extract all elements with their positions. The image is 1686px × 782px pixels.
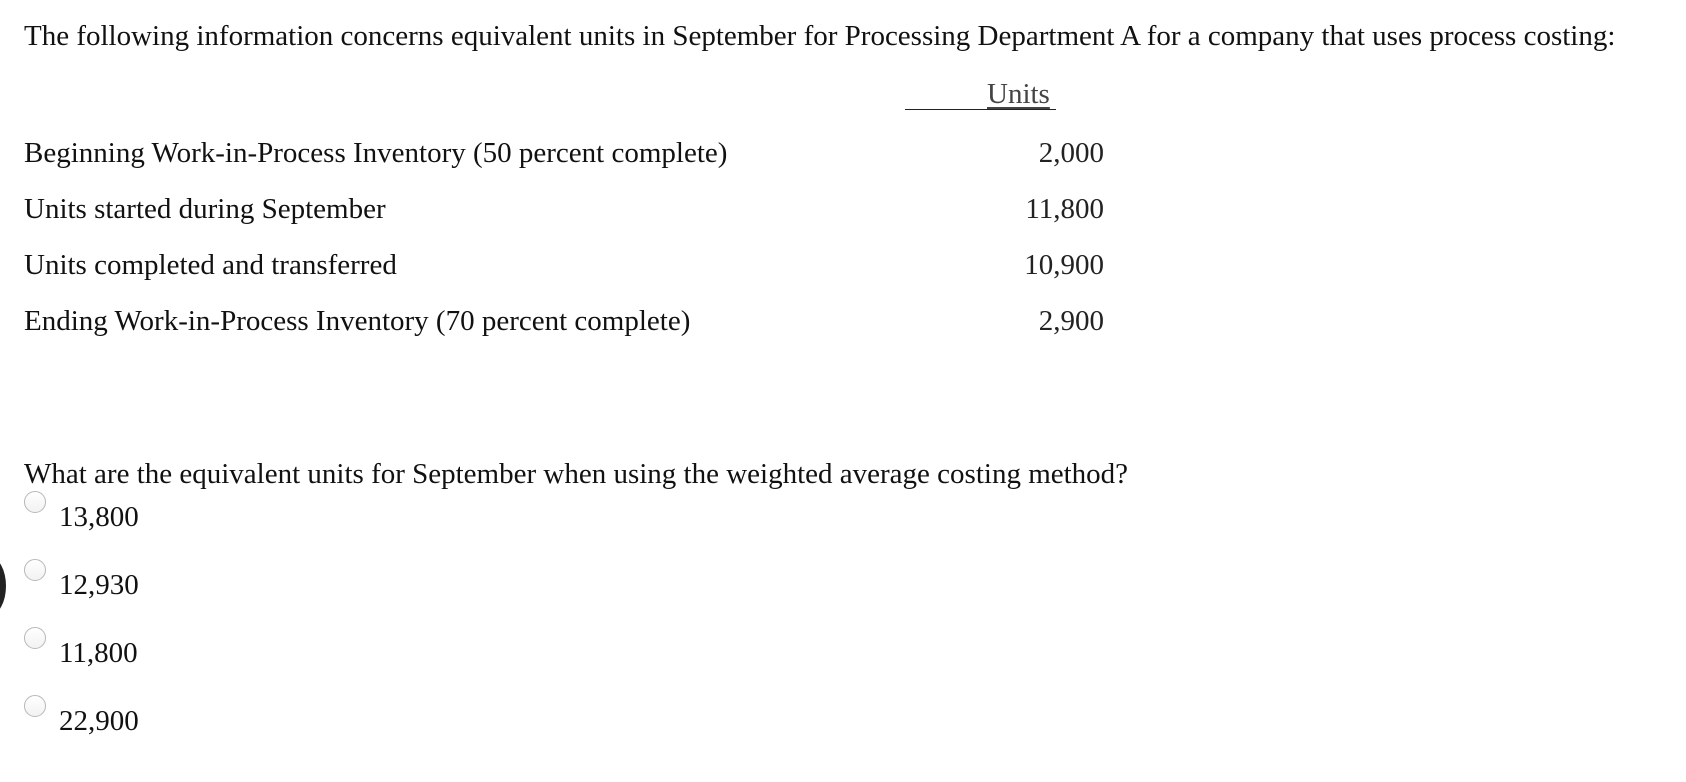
row-value: 11,800	[1025, 193, 1104, 225]
selection-indicator	[0, 557, 6, 615]
table-row	[24, 191, 1104, 227]
option-label: 11,800	[59, 637, 138, 669]
radio-button[interactable]	[24, 491, 46, 513]
answer-option[interactable]	[24, 559, 284, 599]
radio-button[interactable]	[24, 559, 46, 581]
table-row	[24, 135, 1104, 171]
option-label: 13,800	[59, 501, 139, 533]
units-header-label: Units	[987, 78, 1050, 110]
answer-option[interactable]	[24, 627, 284, 667]
units-column-header	[905, 76, 1055, 112]
radio-button[interactable]	[24, 627, 46, 649]
row-label: Units completed and transferred	[24, 249, 397, 281]
answer-option[interactable]	[24, 695, 284, 735]
row-label: Ending Work-in-Process Inventory (70 percent complete)	[24, 305, 691, 337]
radio-button[interactable]	[24, 695, 46, 717]
question-text: What are the equivalent units for September when using the weighted average costing method?	[24, 458, 1129, 490]
row-label: Units started during September	[24, 193, 386, 225]
row-value: 2,000	[1038, 137, 1104, 169]
option-label: 22,900	[59, 705, 139, 737]
row-value: 2,900	[1038, 305, 1104, 337]
table-row	[24, 303, 1104, 339]
row-label: Beginning Work-in-Process Inventory (50 percent complete)	[24, 137, 728, 169]
option-label: 12,930	[59, 569, 139, 601]
intro-text: The following information concerns equivalent units in September for Processing Department A for a company that uses process costing:	[24, 20, 1616, 52]
answer-option[interactable]	[24, 491, 284, 531]
table-row	[24, 247, 1104, 283]
row-value: 10,900	[1024, 249, 1104, 281]
